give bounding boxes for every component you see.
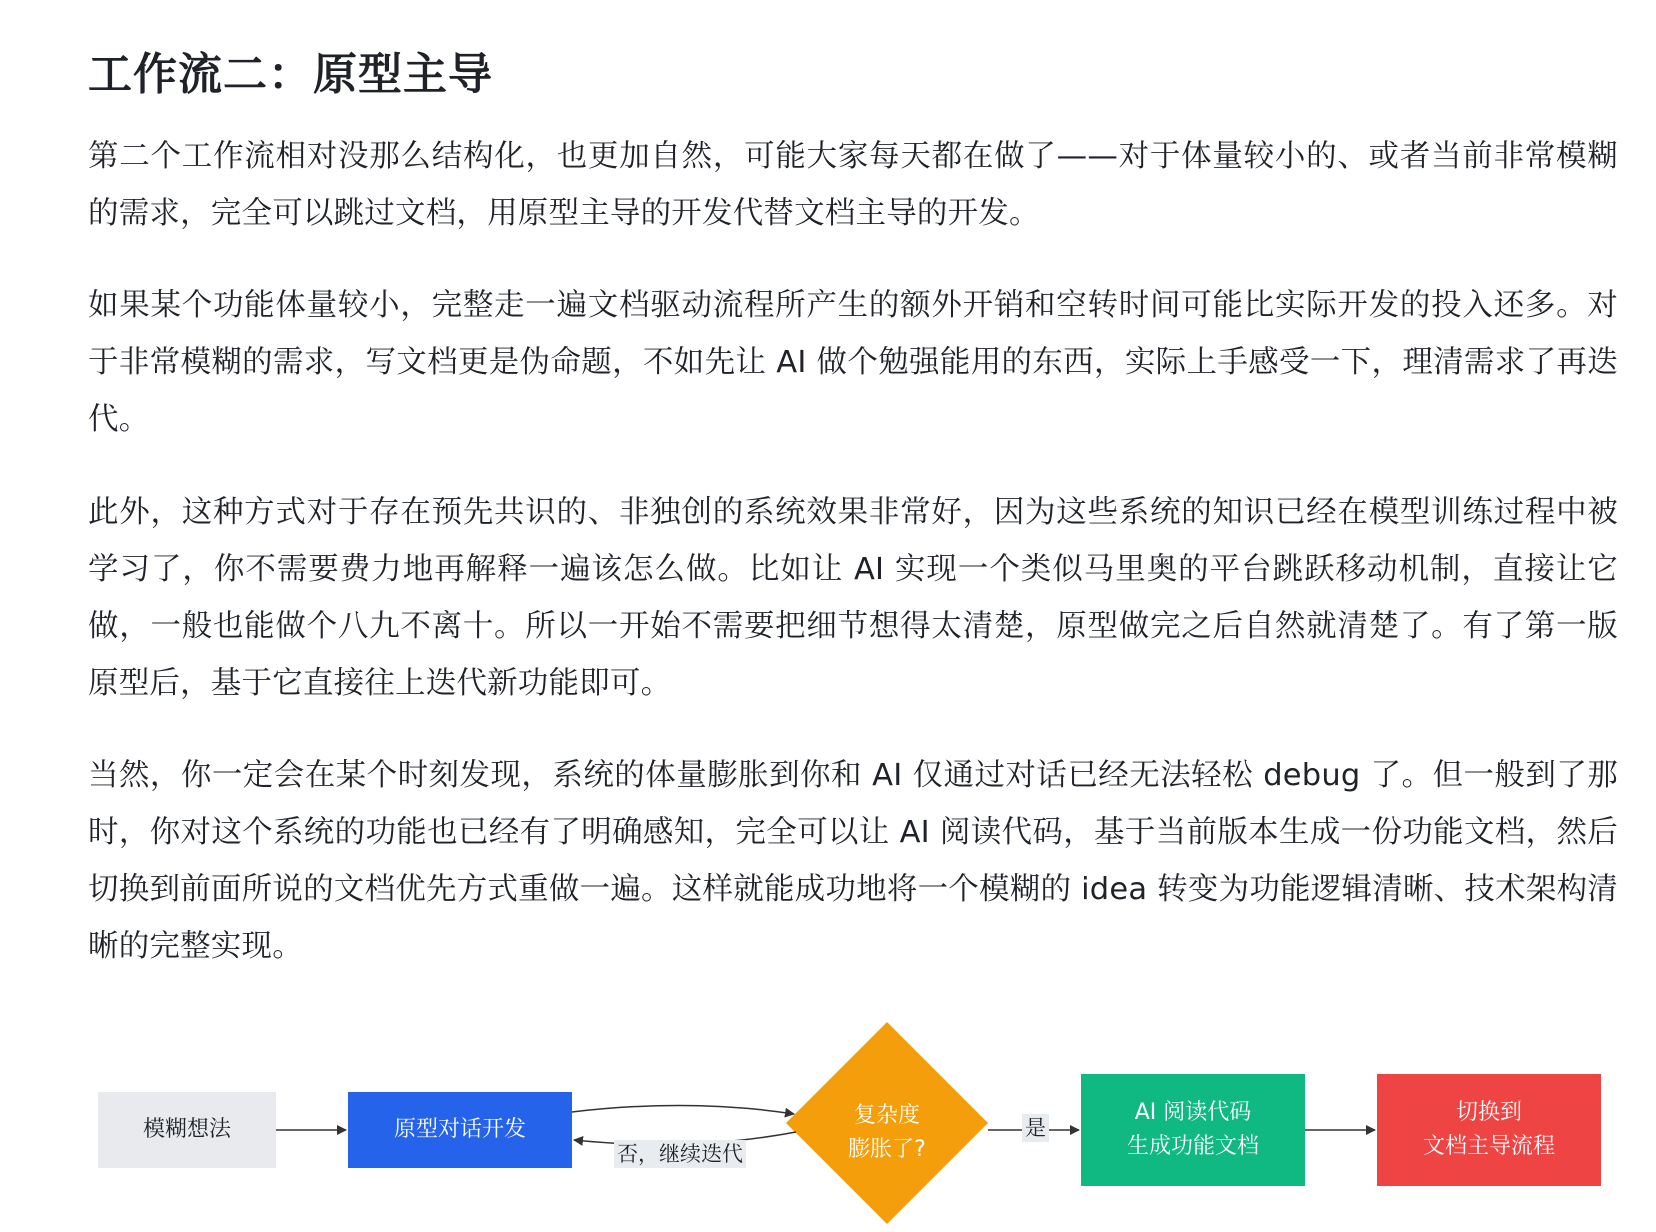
node-switch-to-doc-flow xyxy=(1377,1074,1601,1186)
ai-read-label-line1: AI 阅读代码 xyxy=(1134,1100,1252,1125)
switch-label-line2: 文档主导流程 xyxy=(1422,1134,1555,1159)
node-prototype-dev xyxy=(348,1092,572,1168)
decision-label-line1: 复杂度 xyxy=(853,1103,920,1128)
node-ai-read-code xyxy=(1081,1074,1305,1186)
workflow-flowchart xyxy=(0,1010,1656,1232)
section-heading: 工作流二：原型主导 xyxy=(88,49,493,100)
paragraph-4: 当然，你一定会在某个时刻发现，系统的体量膨胀到你和 AI 仅通过对话已经无法轻松 debug 了。但一般到了那时，你对这个系统的功能也已经有了明确感知，完全可以让 AI 阅读代码，基于当前版本生成一份功能文档，然后切换到前面所说的文档优先方式重做一遍。这样就能成功地将一个模糊的 idea 转变为功能逻辑清晰、技术架构清晰的完整实现。 xyxy=(88,758,1618,964)
node-prototype-dev-label: 原型对话开发 xyxy=(393,1117,526,1142)
node-fuzzy-idea xyxy=(98,1092,276,1168)
edge-label-yes: 是 xyxy=(1022,1114,1049,1142)
paragraph-1: 第二个工作流相对没那么结构化，也更加自然，可能大家每天都在做了——对于体量较小的、或者当前非常模糊的需求，完全可以跳过文档，用原型主导的开发代替文档主导的开发。 xyxy=(88,139,1618,231)
ai-read-label-line2: 生成功能文档 xyxy=(1126,1134,1259,1159)
switch-label-line1: 切换到 xyxy=(1455,1100,1522,1125)
edge-label-no: 否，继续迭代 xyxy=(614,1140,746,1168)
paragraph-3: 此外，这种方式对于存在预先共识的、非独创的系统效果非常好，因为这些系统的知识已经在模型训练过程中被学习了，你不需要费力地再解释一遍该怎么做。比如让 AI 实现一个类似马里奥的平台跳跃移动机制，直接让它做，一般也能做个八九不离十。所以一开始不需要把细节想得太清楚，原型做完之后自然就清楚了。有了第一版原型后，基于它直接往上迭代新功能即可。 xyxy=(88,495,1618,701)
decision-label-line2: 膨胀了? xyxy=(848,1137,926,1162)
paragraph-2: 如果某个功能体量较小，完整走一遍文档驱动流程所产生的额外开销和空转时间可能比实际开发的投入还多。对于非常模糊的需求，写文档更是伪命题，不如先让 AI 做个勉强能用的东西，实际上手感受一下，理清需求了再迭代。 xyxy=(88,288,1618,437)
node-fuzzy-idea-label: 模糊想法 xyxy=(142,1117,231,1142)
node-complexity-decision xyxy=(787,1058,987,1208)
edge-prototype-to-decision xyxy=(572,1105,794,1114)
